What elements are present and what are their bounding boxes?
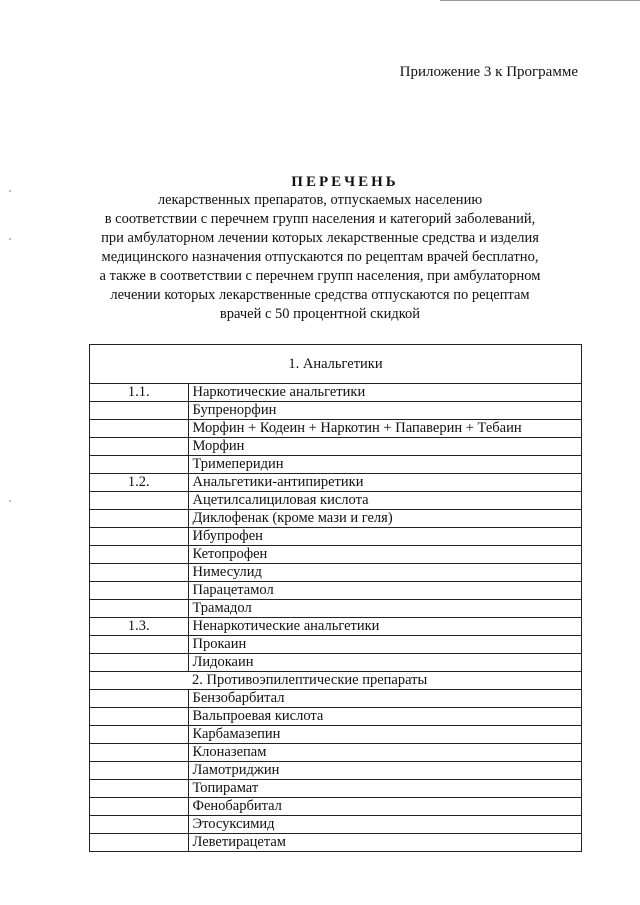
- row-number: 1.3.: [90, 618, 189, 636]
- scan-edge-line: [440, 0, 640, 1]
- table-row: [90, 546, 582, 564]
- row-number: [90, 708, 189, 726]
- table-row: [90, 834, 582, 852]
- row-number: [90, 492, 189, 510]
- row-number: [90, 672, 189, 690]
- table-row: [90, 780, 582, 798]
- subtitle-line: лечении которых лекарственные средства отпускаются по рецептам: [110, 287, 530, 303]
- table-row: [90, 384, 582, 402]
- drug-name: Этосуксимид: [188, 816, 582, 834]
- row-number: [90, 780, 189, 798]
- table-row: [90, 600, 582, 618]
- subtitle-line: при амбулаторном лечении которых лекарственные средства и изделия: [101, 230, 539, 246]
- drug-name: Карбамазепин: [188, 726, 582, 744]
- table-row: [90, 564, 582, 582]
- table-row: [90, 474, 582, 492]
- row-number: [90, 564, 189, 582]
- drug-name: Клоназепам: [188, 744, 582, 762]
- drug-name: Бензобарбитал: [188, 690, 582, 708]
- group-header-row: [90, 345, 582, 384]
- row-number: [90, 420, 189, 438]
- drug-name: Наркотические анальгетики: [188, 384, 582, 402]
- drug-name: Ацетилсалициловая кислота: [188, 492, 582, 510]
- drug-name: Бупренорфин: [188, 402, 582, 420]
- table-row: [90, 438, 582, 456]
- table-row: [90, 744, 582, 762]
- appendix-note: Приложение 3 к Программе: [399, 64, 578, 80]
- row-number: [90, 600, 189, 618]
- group-header-analgesics: 1. Анальгетики: [90, 345, 582, 384]
- drug-name: Парацетамол: [188, 582, 582, 600]
- table-row: [90, 402, 582, 420]
- table-row: [90, 654, 582, 672]
- row-number: [90, 690, 189, 708]
- row-number: [90, 636, 189, 654]
- group-header-antiepileptics: 2. Противоэпилептические препараты: [188, 672, 582, 690]
- row-number: [90, 654, 189, 672]
- subtitle-line: лекарственных препаратов, отпускаемых населению: [157, 192, 483, 208]
- drug-name: Прокаин: [188, 636, 582, 654]
- group-header-row: [90, 672, 582, 690]
- row-number: [90, 528, 189, 546]
- row-number: [90, 582, 189, 600]
- document-title: ПЕРЕЧЕНЬ: [291, 174, 399, 190]
- row-number: [90, 834, 189, 852]
- drug-name: Нимесулид: [188, 564, 582, 582]
- table-row: [90, 510, 582, 528]
- row-number: [90, 402, 189, 420]
- table-row: [90, 420, 582, 438]
- table-row: [90, 492, 582, 510]
- row-number: [90, 510, 189, 528]
- drug-name: Диклофенак (кроме мази и геля): [188, 510, 582, 528]
- table-row: [90, 690, 582, 708]
- document-heading: [0, 174, 640, 324]
- drug-name: Анальгетики-антипиретики: [188, 474, 582, 492]
- row-number: 1.2.: [90, 474, 189, 492]
- row-number: [90, 546, 189, 564]
- drug-name: Морфин + Кодеин + Наркотин + Папаверин + Тебаин: [188, 420, 582, 438]
- subtitle-line: в соответствии с перечнем групп населения и категорий заболеваний,: [104, 211, 536, 227]
- row-number: [90, 744, 189, 762]
- drug-name: Лидокаин: [188, 654, 582, 672]
- document-subtitle: [60, 191, 580, 324]
- drug-name: Тримеперидин: [188, 456, 582, 474]
- row-number: [90, 762, 189, 780]
- row-number: 1.1.: [90, 384, 189, 402]
- table-row: [90, 708, 582, 726]
- drug-name: Ненаркотические анальгетики: [188, 618, 582, 636]
- drug-list-table: [89, 344, 582, 852]
- table-row: [90, 798, 582, 816]
- drug-name: Ибупрофен: [188, 528, 582, 546]
- table-row: [90, 726, 582, 744]
- table-row: [90, 816, 582, 834]
- row-number: [90, 816, 189, 834]
- drug-name: Вальпроевая кислота: [188, 708, 582, 726]
- table-row: [90, 456, 582, 474]
- drug-name: Кетопрофен: [188, 546, 582, 564]
- drug-name: Морфин: [188, 438, 582, 456]
- table-row: [90, 636, 582, 654]
- row-number: [90, 726, 189, 744]
- drug-name: Леветирацетам: [188, 834, 582, 852]
- row-number: [90, 798, 189, 816]
- subtitle-line: врачей с 50 процентной скидкой: [219, 306, 421, 322]
- drug-list-body: [90, 345, 582, 852]
- row-number: [90, 456, 189, 474]
- row-number: [90, 438, 189, 456]
- table-row: [90, 618, 582, 636]
- table-row: [90, 762, 582, 780]
- drug-name: Трамадол: [188, 600, 582, 618]
- table-row: [90, 582, 582, 600]
- subtitle-line: а также в соответствии с перечнем групп населения, при амбулаторном: [99, 268, 541, 284]
- table-row: [90, 528, 582, 546]
- drug-name: Ламотриджин: [188, 762, 582, 780]
- drug-name: Топирамат: [188, 780, 582, 798]
- drug-name: Фенобарбитал: [188, 798, 582, 816]
- subtitle-line: медицинского назначения отпускаются по рецептам врачей бесплатно,: [101, 249, 539, 265]
- scan-speck: [9, 500, 11, 502]
